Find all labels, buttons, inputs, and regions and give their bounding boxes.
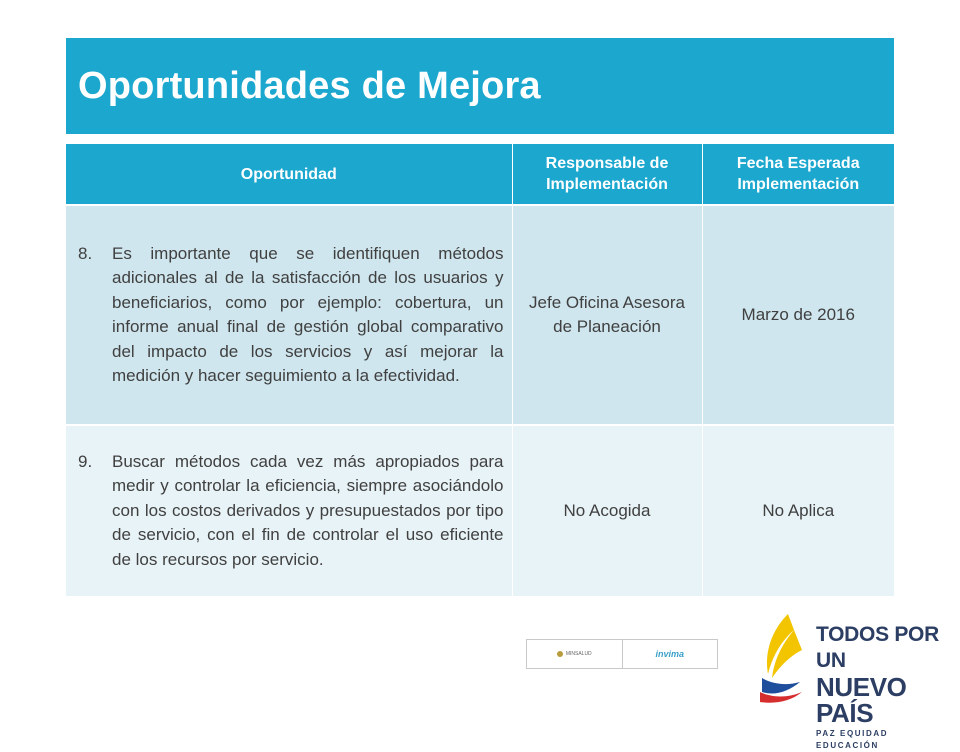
minsalud-label: MINSALUD [565, 651, 592, 657]
opportunity-text: Es importante que se identifiquen métodos adicionales al de la satisfacción de los usuarios y beneficiarios, como por ejemplo: cobertura, un informe anual final de gestión global comparativo del impacto de los servicios y así mejorar la medición y hacer seguimiento a la efectividad. [112, 243, 504, 385]
partner-logos [526, 639, 718, 669]
responsible-cell: No Acogida [512, 425, 702, 596]
table-row [66, 205, 894, 425]
date-cell: Marzo de 2016 [702, 205, 894, 425]
todos-por-un-nuevo-pais-logo [758, 612, 952, 750]
opportunity-cell [66, 205, 512, 425]
flag-swoosh-icon [758, 612, 820, 704]
gov-logo-tagline: PAZ EQUIDAD EDUCACIÓN [816, 729, 889, 750]
invima-label: invima [655, 649, 684, 659]
header-responsible: Responsable de Implementación [512, 144, 702, 205]
minsalud-logo [527, 640, 623, 668]
gov-logo-line2: NUEVO PAÍS [816, 672, 907, 728]
header-opportunity: Oportunidad [66, 144, 512, 205]
gov-logo-text [816, 622, 952, 752]
responsible-cell: Jefe Oficina Asesora de Planeación [512, 205, 702, 425]
table-header-row [66, 144, 894, 205]
opportunity-text: Buscar métodos cada vez más apropiados para medir y controlar la eficiencia, siempre asociándolo con los costos derivados y presupuestados por tipo de servicio, con el fin de controlar el uso eficiente de los recursos por servicio. [112, 451, 504, 569]
item-number: 8. [78, 243, 93, 263]
date-cell: No Aplica [702, 425, 894, 596]
coat-of-arms-icon [557, 651, 563, 657]
opportunities-table [66, 144, 894, 596]
table-row [66, 425, 894, 596]
gov-logo-line1: TODOS POR UN [816, 623, 939, 672]
slide-title: Oportunidades de Mejora [78, 64, 541, 107]
invima-logo [623, 640, 718, 668]
title-banner [66, 38, 894, 134]
item-number: 9. [78, 451, 93, 471]
header-expected-date: Fecha Esperada Implementación [702, 144, 894, 205]
opportunity-cell [66, 425, 512, 596]
